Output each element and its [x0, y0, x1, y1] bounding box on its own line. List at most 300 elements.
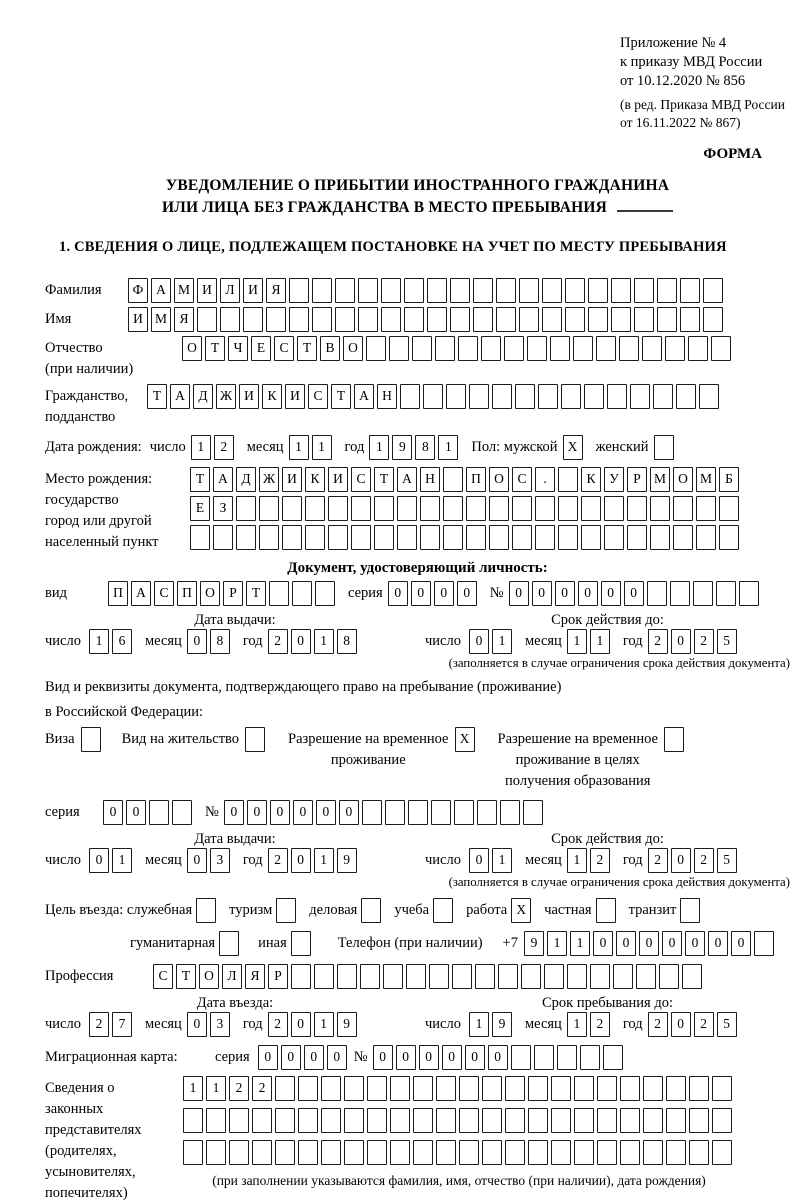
char-cell[interactable]: И — [328, 467, 348, 492]
char-cell[interactable] — [289, 278, 309, 303]
resdoc-issue-day-boxes[interactable] — [89, 848, 135, 873]
char-cell[interactable] — [603, 1045, 623, 1070]
char-cell[interactable] — [367, 1140, 387, 1165]
char-cell[interactable]: Ж — [216, 384, 236, 409]
resdoc-expiry-month-boxes[interactable] — [567, 848, 613, 873]
sex-male-checkbox[interactable] — [563, 435, 586, 460]
char-cell[interactable] — [466, 525, 486, 550]
char-cell[interactable] — [620, 1076, 640, 1101]
char-cell[interactable] — [620, 1108, 640, 1133]
char-cell[interactable] — [597, 1140, 617, 1165]
char-cell[interactable]: 0 — [103, 800, 123, 825]
char-cell[interactable] — [358, 278, 378, 303]
char-cell[interactable] — [335, 307, 355, 332]
char-cell[interactable] — [650, 525, 670, 550]
char-cell[interactable]: Е — [190, 496, 210, 521]
resdoc-series-boxes[interactable] — [103, 800, 195, 825]
char-cell[interactable]: 0 — [708, 931, 728, 956]
char-cell[interactable] — [673, 496, 693, 521]
char-cell[interactable]: 2 — [252, 1076, 272, 1101]
char-cell[interactable]: 1 — [492, 629, 512, 654]
char-cell[interactable] — [236, 496, 256, 521]
char-cell[interactable] — [482, 1140, 502, 1165]
char-cell[interactable] — [172, 800, 192, 825]
char-cell[interactable] — [607, 384, 627, 409]
char-cell[interactable]: 5 — [717, 848, 737, 873]
char-cell[interactable]: 0 — [224, 800, 244, 825]
char-cell[interactable] — [344, 1140, 364, 1165]
char-cell[interactable] — [321, 1108, 341, 1133]
char-cell[interactable]: У — [604, 467, 624, 492]
iddoc-issue-year-boxes[interactable] — [268, 629, 360, 654]
iddoc-number-boxes[interactable] — [509, 581, 762, 606]
char-cell[interactable] — [680, 898, 700, 923]
char-cell[interactable]: 0 — [339, 800, 359, 825]
char-cell[interactable]: 2 — [89, 1012, 109, 1037]
char-cell[interactable] — [650, 496, 670, 521]
char-cell[interactable] — [252, 1140, 272, 1165]
char-cell[interactable] — [312, 307, 332, 332]
char-cell[interactable]: С — [308, 384, 328, 409]
char-cell[interactable] — [565, 307, 585, 332]
char-cell[interactable]: Я — [245, 964, 265, 989]
char-cell[interactable]: И — [197, 278, 217, 303]
char-cell[interactable]: О — [343, 336, 363, 361]
char-cell[interactable]: Т — [246, 581, 266, 606]
char-cell[interactable] — [558, 467, 578, 492]
char-cell[interactable]: И — [128, 307, 148, 332]
representatives-row1-boxes[interactable] — [183, 1076, 735, 1101]
migration-series-boxes[interactable] — [258, 1045, 350, 1070]
char-cell[interactable]: 2 — [268, 1012, 288, 1037]
char-cell[interactable]: 2 — [694, 629, 714, 654]
char-cell[interactable]: Ч — [228, 336, 248, 361]
char-cell[interactable]: Р — [627, 467, 647, 492]
char-cell[interactable] — [627, 496, 647, 521]
char-cell[interactable]: X — [563, 435, 583, 460]
char-cell[interactable] — [634, 307, 654, 332]
char-cell[interactable] — [243, 307, 263, 332]
entry-month-boxes[interactable] — [187, 1012, 233, 1037]
char-cell[interactable]: М — [174, 278, 194, 303]
char-cell[interactable] — [611, 278, 631, 303]
char-cell[interactable] — [298, 1076, 318, 1101]
char-cell[interactable] — [404, 278, 424, 303]
char-cell[interactable] — [574, 1108, 594, 1133]
resdoc-issue-month-boxes[interactable] — [187, 848, 233, 873]
char-cell[interactable] — [351, 525, 371, 550]
char-cell[interactable] — [291, 931, 311, 956]
char-cell[interactable] — [443, 467, 463, 492]
char-cell[interactable]: 0 — [469, 848, 489, 873]
char-cell[interactable]: 2 — [648, 848, 668, 873]
char-cell[interactable] — [312, 278, 332, 303]
char-cell[interactable] — [597, 1076, 617, 1101]
citizenship-boxes[interactable] — [147, 384, 722, 409]
char-cell[interactable] — [512, 496, 532, 521]
char-cell[interactable] — [611, 307, 631, 332]
char-cell[interactable]: М — [151, 307, 171, 332]
char-cell[interactable]: 0 — [327, 1045, 347, 1070]
char-cell[interactable]: К — [305, 467, 325, 492]
char-cell[interactable] — [551, 1140, 571, 1165]
char-cell[interactable] — [519, 278, 539, 303]
char-cell[interactable]: 3 — [210, 1012, 230, 1037]
resdoc-issue-year-boxes[interactable] — [268, 848, 360, 873]
char-cell[interactable] — [362, 800, 382, 825]
sex-female-checkbox[interactable] — [654, 435, 677, 460]
char-cell[interactable]: А — [151, 278, 171, 303]
purpose-transit-checkbox[interactable] — [680, 898, 703, 923]
char-cell[interactable] — [475, 964, 495, 989]
char-cell[interactable] — [196, 898, 216, 923]
char-cell[interactable]: 0 — [469, 629, 489, 654]
char-cell[interactable] — [298, 1140, 318, 1165]
iddoc-expiry-month-boxes[interactable] — [567, 629, 613, 654]
char-cell[interactable] — [504, 336, 524, 361]
char-cell[interactable]: А — [213, 467, 233, 492]
char-cell[interactable] — [689, 1108, 709, 1133]
char-cell[interactable] — [696, 496, 716, 521]
char-cell[interactable] — [584, 384, 604, 409]
char-cell[interactable] — [459, 1076, 479, 1101]
char-cell[interactable] — [647, 581, 667, 606]
char-cell[interactable] — [719, 496, 739, 521]
char-cell[interactable]: А — [170, 384, 190, 409]
char-cell[interactable] — [699, 384, 719, 409]
char-cell[interactable] — [634, 278, 654, 303]
char-cell[interactable] — [558, 525, 578, 550]
char-cell[interactable]: Я — [266, 278, 286, 303]
char-cell[interactable] — [670, 581, 690, 606]
char-cell[interactable] — [252, 1108, 272, 1133]
char-cell[interactable]: 9 — [492, 1012, 512, 1037]
char-cell[interactable] — [515, 384, 535, 409]
char-cell[interactable] — [358, 307, 378, 332]
purpose-other-checkbox[interactable] — [291, 931, 314, 956]
char-cell[interactable]: 2 — [214, 435, 234, 460]
char-cell[interactable] — [389, 336, 409, 361]
char-cell[interactable] — [436, 1108, 456, 1133]
char-cell[interactable]: 0 — [671, 1012, 691, 1037]
char-cell[interactable]: 1 — [89, 629, 109, 654]
char-cell[interactable]: К — [262, 384, 282, 409]
char-cell[interactable] — [542, 307, 562, 332]
char-cell[interactable] — [431, 800, 451, 825]
char-cell[interactable]: 0 — [671, 629, 691, 654]
char-cell[interactable] — [535, 496, 555, 521]
char-cell[interactable] — [627, 525, 647, 550]
char-cell[interactable]: 0 — [89, 848, 109, 873]
resdoc-expiry-day-boxes[interactable] — [469, 848, 515, 873]
char-cell[interactable]: 0 — [434, 581, 454, 606]
char-cell[interactable] — [574, 1076, 594, 1101]
char-cell[interactable] — [676, 384, 696, 409]
char-cell[interactable] — [716, 581, 736, 606]
char-cell[interactable]: 5 — [717, 629, 737, 654]
char-cell[interactable] — [413, 1076, 433, 1101]
char-cell[interactable]: 2 — [268, 629, 288, 654]
char-cell[interactable]: 1 — [438, 435, 458, 460]
char-cell[interactable] — [528, 1140, 548, 1165]
char-cell[interactable]: 1 — [567, 629, 587, 654]
char-cell[interactable] — [580, 1045, 600, 1070]
char-cell[interactable]: А — [354, 384, 374, 409]
stay-month-boxes[interactable] — [567, 1012, 613, 1037]
char-cell[interactable] — [360, 964, 380, 989]
iddoc-issue-day-boxes[interactable] — [89, 629, 135, 654]
char-cell[interactable]: П — [466, 467, 486, 492]
char-cell[interactable] — [397, 496, 417, 521]
char-cell[interactable] — [459, 1108, 479, 1133]
char-cell[interactable]: О — [199, 964, 219, 989]
char-cell[interactable] — [596, 898, 616, 923]
char-cell[interactable] — [385, 800, 405, 825]
purpose-work-checkbox[interactable] — [511, 898, 534, 923]
resdoc-expiry-year-boxes[interactable] — [648, 848, 740, 873]
char-cell[interactable] — [344, 1108, 364, 1133]
char-cell[interactable]: Т — [331, 384, 351, 409]
iddoc-kind-boxes[interactable] — [108, 581, 338, 606]
char-cell[interactable] — [664, 727, 684, 752]
char-cell[interactable]: М — [696, 467, 716, 492]
char-cell[interactable] — [446, 384, 466, 409]
char-cell[interactable] — [435, 336, 455, 361]
char-cell[interactable]: Н — [420, 467, 440, 492]
char-cell[interactable] — [259, 496, 279, 521]
purpose-official-checkbox[interactable] — [196, 898, 219, 923]
char-cell[interactable]: 6 — [112, 629, 132, 654]
char-cell[interactable] — [436, 1076, 456, 1101]
char-cell[interactable] — [337, 964, 357, 989]
char-cell[interactable]: 8 — [337, 629, 357, 654]
char-cell[interactable] — [523, 800, 543, 825]
char-cell[interactable]: 0 — [555, 581, 575, 606]
char-cell[interactable]: А — [397, 467, 417, 492]
char-cell[interactable] — [390, 1076, 410, 1101]
purpose-tourism-checkbox[interactable] — [276, 898, 299, 923]
char-cell[interactable]: 1 — [289, 435, 309, 460]
char-cell[interactable]: 2 — [648, 1012, 668, 1037]
char-cell[interactable] — [400, 384, 420, 409]
char-cell[interactable] — [374, 496, 394, 521]
birth-month-boxes[interactable] — [289, 435, 335, 460]
char-cell[interactable] — [538, 384, 558, 409]
char-cell[interactable]: 5 — [717, 1012, 737, 1037]
char-cell[interactable] — [413, 1108, 433, 1133]
char-cell[interactable] — [696, 525, 716, 550]
char-cell[interactable] — [689, 1140, 709, 1165]
char-cell[interactable]: 0 — [281, 1045, 301, 1070]
char-cell[interactable] — [573, 336, 593, 361]
char-cell[interactable]: . — [535, 467, 555, 492]
char-cell[interactable]: 1 — [492, 848, 512, 873]
char-cell[interactable] — [321, 1076, 341, 1101]
char-cell[interactable] — [528, 1076, 548, 1101]
char-cell[interactable] — [466, 496, 486, 521]
char-cell[interactable]: 2 — [229, 1076, 249, 1101]
temp-residence-edu-checkbox[interactable] — [658, 727, 687, 752]
char-cell[interactable]: И — [243, 278, 263, 303]
char-cell[interactable] — [321, 1140, 341, 1165]
char-cell[interactable] — [596, 336, 616, 361]
char-cell[interactable] — [459, 1140, 479, 1165]
profession-boxes[interactable] — [153, 964, 705, 989]
char-cell[interactable] — [219, 931, 239, 956]
char-cell[interactable]: Р — [268, 964, 288, 989]
char-cell[interactable]: Т — [190, 467, 210, 492]
char-cell[interactable]: В — [320, 336, 340, 361]
char-cell[interactable] — [659, 964, 679, 989]
char-cell[interactable] — [565, 278, 585, 303]
representatives-row3-boxes[interactable] — [183, 1140, 735, 1165]
char-cell[interactable]: 0 — [662, 931, 682, 956]
char-cell[interactable] — [427, 278, 447, 303]
char-cell[interactable] — [712, 1076, 732, 1101]
representatives-row2-boxes[interactable] — [183, 1108, 735, 1133]
char-cell[interactable]: 1 — [312, 435, 332, 460]
char-cell[interactable] — [351, 496, 371, 521]
char-cell[interactable] — [613, 964, 633, 989]
char-cell[interactable]: И — [282, 467, 302, 492]
char-cell[interactable] — [712, 1140, 732, 1165]
char-cell[interactable] — [512, 525, 532, 550]
char-cell[interactable] — [390, 1108, 410, 1133]
char-cell[interactable]: С — [512, 467, 532, 492]
char-cell[interactable]: Б — [719, 467, 739, 492]
char-cell[interactable]: 0 — [293, 800, 313, 825]
char-cell[interactable] — [220, 307, 240, 332]
char-cell[interactable]: 7 — [112, 1012, 132, 1037]
char-cell[interactable] — [739, 581, 759, 606]
char-cell[interactable] — [292, 581, 312, 606]
char-cell[interactable] — [183, 1108, 203, 1133]
char-cell[interactable] — [282, 525, 302, 550]
char-cell[interactable] — [450, 307, 470, 332]
char-cell[interactable] — [588, 278, 608, 303]
char-cell[interactable] — [534, 1045, 554, 1070]
char-cell[interactable]: Т — [205, 336, 225, 361]
char-cell[interactable]: 0 — [187, 629, 207, 654]
char-cell[interactable] — [374, 525, 394, 550]
birth-year-boxes[interactable] — [369, 435, 461, 460]
char-cell[interactable] — [643, 1108, 663, 1133]
char-cell[interactable] — [328, 496, 348, 521]
char-cell[interactable]: 1 — [112, 848, 132, 873]
char-cell[interactable]: Н — [377, 384, 397, 409]
char-cell[interactable] — [550, 336, 570, 361]
iddoc-expiry-year-boxes[interactable] — [648, 629, 740, 654]
char-cell[interactable] — [408, 800, 428, 825]
char-cell[interactable] — [544, 964, 564, 989]
char-cell[interactable] — [619, 336, 639, 361]
char-cell[interactable] — [567, 964, 587, 989]
char-cell[interactable] — [390, 1140, 410, 1165]
char-cell[interactable]: Р — [223, 581, 243, 606]
char-cell[interactable]: 2 — [694, 848, 714, 873]
char-cell[interactable]: Ж — [259, 467, 279, 492]
char-cell[interactable]: 1 — [314, 848, 334, 873]
char-cell[interactable]: 2 — [590, 848, 610, 873]
char-cell[interactable] — [412, 336, 432, 361]
char-cell[interactable] — [680, 307, 700, 332]
char-cell[interactable] — [590, 964, 610, 989]
char-cell[interactable]: И — [285, 384, 305, 409]
char-cell[interactable] — [620, 1140, 640, 1165]
char-cell[interactable] — [213, 525, 233, 550]
char-cell[interactable]: 1 — [314, 1012, 334, 1037]
char-cell[interactable] — [521, 964, 541, 989]
char-cell[interactable] — [597, 1108, 617, 1133]
char-cell[interactable] — [551, 1076, 571, 1101]
char-cell[interactable]: 9 — [337, 1012, 357, 1037]
char-cell[interactable] — [276, 898, 296, 923]
char-cell[interactable] — [149, 800, 169, 825]
purpose-humanitarian-checkbox[interactable] — [219, 931, 242, 956]
char-cell[interactable] — [477, 800, 497, 825]
char-cell[interactable]: 0 — [532, 581, 552, 606]
entry-year-boxes[interactable] — [268, 1012, 360, 1037]
char-cell[interactable] — [689, 1076, 709, 1101]
char-cell[interactable] — [361, 898, 381, 923]
char-cell[interactable]: 0 — [465, 1045, 485, 1070]
char-cell[interactable]: О — [673, 467, 693, 492]
purpose-business-checkbox[interactable] — [361, 898, 384, 923]
char-cell[interactable]: М — [650, 467, 670, 492]
char-cell[interactable] — [404, 307, 424, 332]
char-cell[interactable]: Ф — [128, 278, 148, 303]
char-cell[interactable]: 1 — [191, 435, 211, 460]
char-cell[interactable]: А — [131, 581, 151, 606]
char-cell[interactable] — [454, 800, 474, 825]
char-cell[interactable] — [673, 525, 693, 550]
char-cell[interactable]: 0 — [396, 1045, 416, 1070]
char-cell[interactable] — [482, 1108, 502, 1133]
migration-number-boxes[interactable] — [373, 1045, 626, 1070]
char-cell[interactable]: О — [200, 581, 220, 606]
char-cell[interactable]: З — [213, 496, 233, 521]
char-cell[interactable] — [229, 1108, 249, 1133]
char-cell[interactable] — [551, 1108, 571, 1133]
char-cell[interactable]: С — [351, 467, 371, 492]
iddoc-series-boxes[interactable] — [388, 581, 480, 606]
char-cell[interactable] — [527, 336, 547, 361]
char-cell[interactable] — [492, 384, 512, 409]
char-cell[interactable] — [489, 496, 509, 521]
char-cell[interactable] — [473, 307, 493, 332]
char-cell[interactable]: О — [182, 336, 202, 361]
char-cell[interactable]: 1 — [369, 435, 389, 460]
char-cell[interactable] — [604, 496, 624, 521]
char-cell[interactable] — [542, 278, 562, 303]
char-cell[interactable] — [666, 1108, 686, 1133]
char-cell[interactable] — [197, 307, 217, 332]
char-cell[interactable]: 9 — [337, 848, 357, 873]
char-cell[interactable] — [557, 1045, 577, 1070]
char-cell[interactable]: Д — [193, 384, 213, 409]
char-cell[interactable]: 1 — [570, 931, 590, 956]
char-cell[interactable]: 0 — [291, 1012, 311, 1037]
char-cell[interactable] — [452, 964, 472, 989]
char-cell[interactable]: С — [153, 964, 173, 989]
char-cell[interactable]: 1 — [567, 848, 587, 873]
char-cell[interactable]: Л — [220, 278, 240, 303]
char-cell[interactable] — [450, 278, 470, 303]
char-cell[interactable]: 0 — [593, 931, 613, 956]
char-cell[interactable] — [703, 278, 723, 303]
char-cell[interactable]: 9 — [392, 435, 412, 460]
char-cell[interactable]: 3 — [210, 848, 230, 873]
